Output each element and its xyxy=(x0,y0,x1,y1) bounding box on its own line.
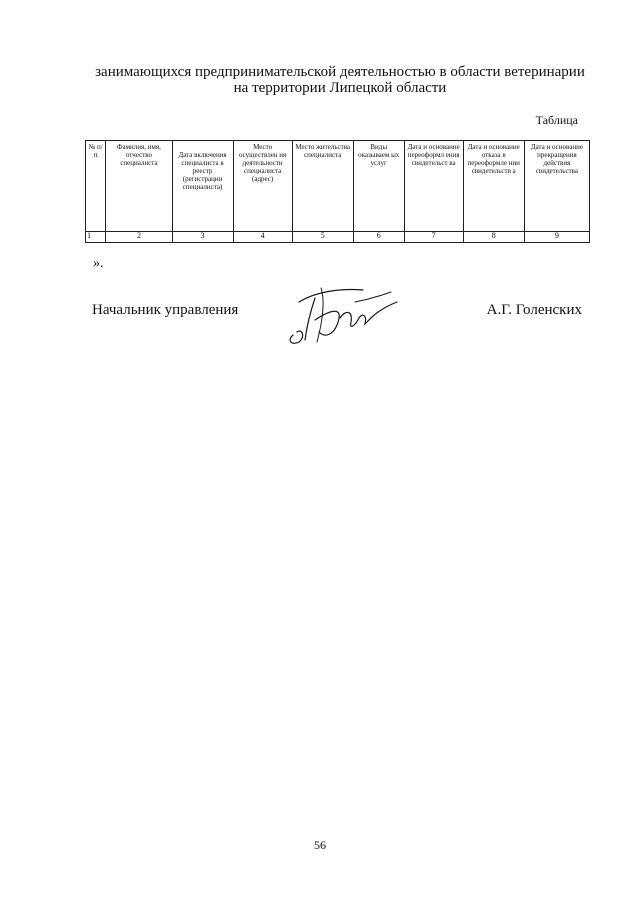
table-number-row xyxy=(86,232,590,243)
header-cell: Дата включения специалиста в реестр (регистрации специалиста) xyxy=(172,141,233,232)
registry-table xyxy=(85,140,590,243)
column-number: 6 xyxy=(353,232,404,243)
table-label: Таблица xyxy=(535,113,578,127)
column-number: 3 xyxy=(172,232,233,243)
page-number: 56 xyxy=(314,838,326,852)
header-cell: Виды оказываем ых услуг xyxy=(353,141,404,232)
closing-quote: ». xyxy=(93,256,104,271)
column-number: 5 xyxy=(292,232,353,243)
header-cell: Место жительства специалиста xyxy=(292,141,353,232)
column-number: 2 xyxy=(106,232,172,243)
header-cell: № п/ п xyxy=(86,141,106,232)
heading-line-2: на территории Липецкой области xyxy=(233,80,447,96)
header-cell: Дата и основание отказа в переоформле нии свидетельств а xyxy=(463,141,524,232)
column-number: 1 xyxy=(86,232,106,243)
column-number: 8 xyxy=(463,232,524,243)
signer-position: Начальник управления xyxy=(92,302,239,318)
column-number: 7 xyxy=(404,232,463,243)
column-number: 9 xyxy=(524,232,589,243)
table-header-row xyxy=(86,141,590,232)
handwritten-signature xyxy=(285,280,405,350)
heading-line-1: занимающихся предпринимательской деятельностью в области ветеринарии xyxy=(95,64,585,80)
column-number: 4 xyxy=(233,232,292,243)
header-cell: Место осуществлен ия деятельности специалиста (адрес) xyxy=(233,141,292,232)
signer-name: А.Г. Голенских xyxy=(486,302,582,318)
header-cell: Дата и основание прекращения действия свидетельства xyxy=(524,141,589,232)
header-cell: Фамилия, имя, отчество специалиста xyxy=(106,141,172,232)
header-cell: Дата и основание переоформл ения свидетельст ва xyxy=(404,141,463,232)
